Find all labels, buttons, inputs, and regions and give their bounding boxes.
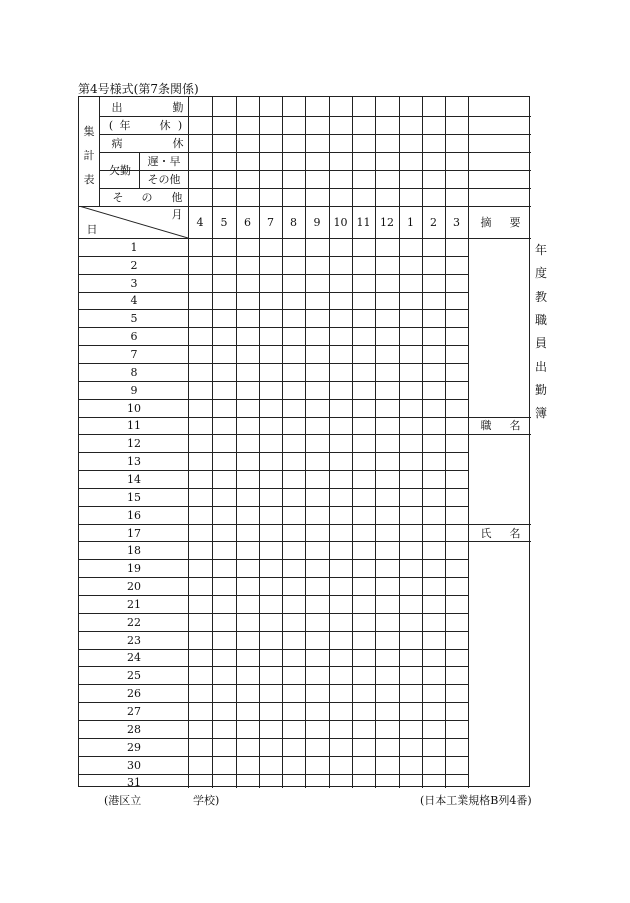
day-row-line	[79, 684, 468, 685]
day-row-line	[79, 631, 468, 632]
absence-divider	[139, 152, 140, 188]
day-number: 26	[127, 687, 141, 701]
corner-month-label: 月	[171, 208, 183, 221]
job-title-label: 名	[509, 419, 521, 433]
absence-other-label: その他	[147, 173, 181, 186]
day-number: 30	[127, 758, 141, 772]
day-row-line	[79, 488, 468, 489]
summary-row-line	[99, 134, 531, 135]
sick-leave-label: 病	[111, 137, 123, 150]
attendance-table	[78, 96, 530, 790]
attendance-label: 勤	[172, 101, 184, 114]
remarks-header: 要	[509, 216, 521, 229]
side-title-char: 簿	[534, 406, 547, 421]
month-header: 4	[196, 216, 204, 229]
corner-day-label: 日	[86, 223, 98, 236]
summary-row-line	[99, 116, 531, 117]
annual-leave-label: )	[177, 119, 183, 132]
day-number: 11	[127, 419, 141, 433]
day-row-line	[79, 345, 468, 346]
day-number: 5	[130, 312, 138, 326]
month-header: 6	[244, 216, 251, 229]
day-number: 16	[127, 508, 141, 522]
day-row-line	[79, 595, 468, 596]
day-row-line	[79, 774, 468, 775]
day-row-line	[79, 541, 468, 542]
day-number: 1	[130, 240, 138, 254]
day-row-line	[79, 738, 468, 739]
day-number: 28	[127, 722, 141, 736]
day-row-line	[79, 256, 468, 257]
day-number: 23	[127, 633, 141, 647]
day-number: 10	[127, 401, 141, 415]
summary-group-char: 計	[83, 149, 95, 162]
day-row-line	[79, 274, 468, 275]
school-suffix: 学校)	[193, 794, 220, 807]
day-number: 2	[130, 258, 138, 272]
side-title-char: 年	[534, 243, 547, 257]
day-row-line	[79, 756, 468, 757]
name-top-line	[468, 524, 531, 525]
day-number: 22	[127, 615, 141, 629]
month-header: 7	[267, 216, 274, 229]
day-number: 18	[127, 544, 141, 558]
side-title-char: 勤	[534, 382, 547, 397]
month-header: 12	[380, 216, 394, 229]
job-title-label: 職	[480, 419, 492, 433]
day-row-line	[79, 666, 468, 667]
day-row-line	[79, 417, 468, 418]
summary-group-char: 集	[83, 125, 95, 138]
day-number: 6	[130, 330, 138, 344]
absence-label: 欠勤	[109, 164, 131, 177]
late-early-label: 遅・早	[147, 155, 181, 168]
day-number: 17	[127, 526, 141, 540]
job-title-top-line	[468, 417, 531, 418]
day-row-line	[79, 292, 468, 293]
day-row-line	[79, 577, 468, 578]
day-number: 9	[130, 383, 138, 397]
day-number: 24	[127, 651, 141, 665]
side-title-char: 員	[534, 336, 547, 351]
month-header: 3	[453, 216, 460, 229]
day-number: 21	[127, 597, 141, 611]
sick-leave-label: 休	[172, 137, 184, 150]
name-label: 氏	[480, 526, 492, 540]
annual-leave-label: (	[108, 119, 114, 132]
day-number: 29	[127, 740, 141, 754]
day-number: 3	[130, 276, 138, 290]
month-header: 1	[407, 216, 414, 229]
header-bottom-line	[79, 238, 531, 239]
other-label: そ	[112, 191, 124, 204]
day-row-line	[79, 470, 468, 471]
day-row-line	[79, 381, 468, 382]
day-row-line	[79, 720, 468, 721]
other-label: の	[141, 191, 153, 204]
job-title-bottom-line	[468, 434, 531, 435]
absence-top-line	[99, 152, 139, 153]
annual-leave-label: 年	[119, 119, 131, 132]
day-number: 25	[127, 669, 141, 683]
summary-row-line	[99, 170, 531, 171]
day-number: 19	[127, 562, 141, 576]
day-number: 8	[130, 365, 138, 379]
annual-leave-label: 休	[159, 119, 171, 132]
day-row-line	[79, 559, 468, 560]
summary-group-char: 表	[83, 173, 95, 186]
side-title-char: 教	[534, 289, 547, 304]
summary-row-line	[99, 152, 531, 153]
day-number: 12	[127, 437, 141, 451]
remarks-header: 摘	[480, 216, 492, 229]
side-title-char: 職	[534, 312, 547, 327]
day-number: 15	[127, 490, 141, 504]
day-row-line	[79, 309, 468, 310]
month-column-line	[468, 97, 469, 788]
day-row-line	[79, 506, 468, 507]
day-number: 13	[127, 455, 141, 469]
day-number: 4	[130, 294, 138, 308]
month-header: 2	[430, 216, 437, 229]
name-bottom-line	[468, 541, 531, 542]
other-label: 他	[171, 191, 183, 204]
school-prefix: (港区立	[104, 794, 142, 807]
summary-row-line	[99, 188, 531, 189]
day-row-line	[79, 434, 468, 435]
form-heading: 第4号様式(第7条関係)	[78, 82, 199, 96]
day-number: 27	[127, 705, 141, 719]
month-header: 10	[333, 216, 348, 229]
day-row-line	[79, 327, 468, 328]
month-header: 8	[290, 216, 297, 229]
day-number: 31	[127, 776, 141, 790]
name-label: 名	[509, 526, 521, 540]
month-header: 11	[356, 216, 371, 229]
month-header: 9	[313, 216, 321, 229]
day-number: 14	[127, 472, 141, 486]
side-title-char: 出	[534, 359, 547, 374]
month-header: 5	[220, 216, 228, 229]
day-row-line	[79, 363, 468, 364]
day-row-line	[79, 452, 468, 453]
day-row-line	[79, 524, 468, 525]
side-title-char: 度	[534, 266, 547, 281]
attendance-label: 出	[111, 101, 123, 114]
day-row-line	[79, 399, 468, 400]
day-number: 20	[127, 580, 141, 594]
day-number: 7	[130, 348, 138, 362]
standard-note: (日本工業規格B列4番)	[420, 794, 532, 807]
day-row-line	[79, 613, 468, 614]
day-row-line	[79, 702, 468, 703]
day-row-line	[79, 649, 468, 650]
